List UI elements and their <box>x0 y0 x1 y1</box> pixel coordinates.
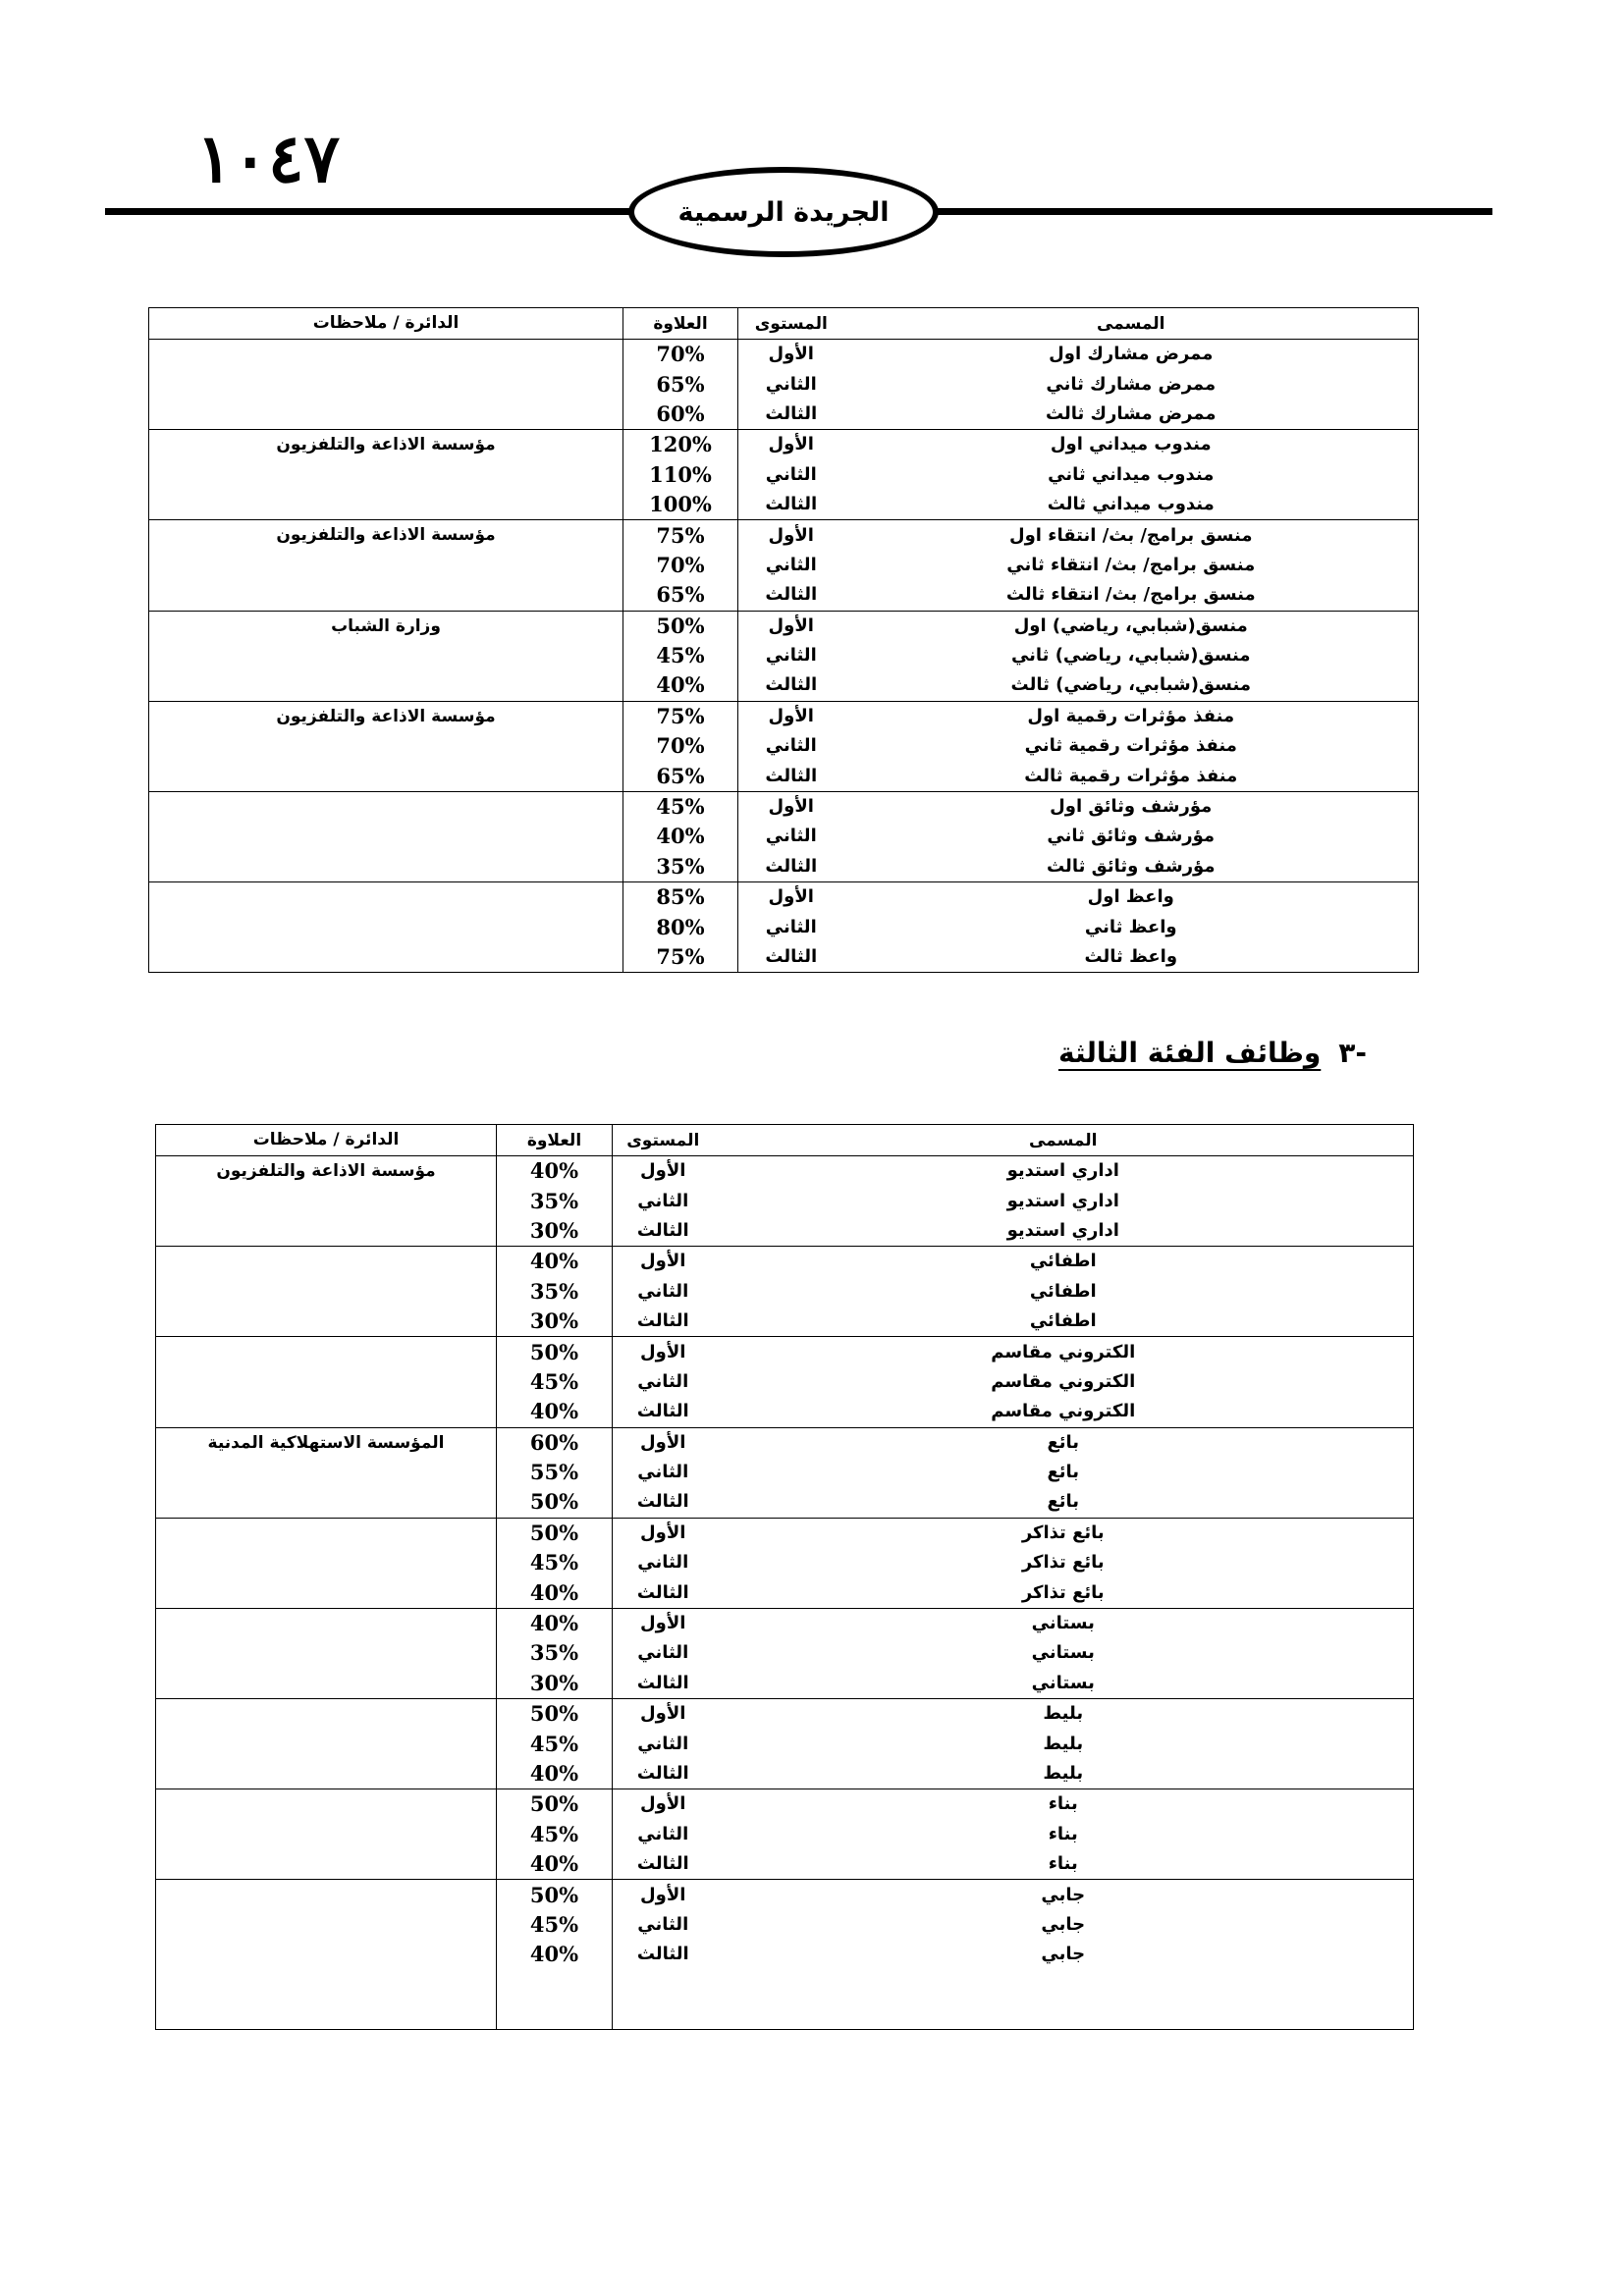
level-cell: الأول <box>738 611 844 641</box>
job-title-cell: واعظ ثاني <box>1084 916 1177 937</box>
job-title-cell: اداري استديو <box>1006 1190 1119 1211</box>
allowance-cell: 50% <box>497 1699 613 1730</box>
job-title-cell: بليط <box>1043 1763 1084 1784</box>
allowance-cell: 45% <box>497 1910 613 1940</box>
level-cell: الأول <box>613 1518 714 1548</box>
department-note-cell <box>156 1880 497 2029</box>
level-cell: الثالث <box>613 1940 714 1969</box>
job-title-cell: مؤرشف وثائق ثاني <box>1047 826 1216 847</box>
job-title-cell: جابي <box>1041 1913 1086 1935</box>
table-row <box>156 1789 1414 1820</box>
job-title-cell: بائع <box>1047 1491 1080 1513</box>
job-title-cell: بناء <box>714 1789 1414 1820</box>
allowance-cell: 40% <box>497 1849 613 1880</box>
allowance-cell: 85% <box>623 882 738 913</box>
allowance-cell: 110% <box>623 460 738 490</box>
allowance-cell: 40% <box>497 1156 613 1187</box>
gazette-title-oval <box>628 167 939 257</box>
level-cell: الثالث <box>738 400 844 430</box>
department-note-cell: مؤسسة الاذاعة والتلفزيون <box>149 701 623 791</box>
job-title-cell: اطفائي <box>1029 1310 1097 1332</box>
level-cell: الثاني <box>738 551 844 580</box>
job-title-cell: منسق(شبابي، رياضي) ثاني <box>1010 645 1251 667</box>
level-cell: الأول <box>738 430 844 460</box>
department-note-cell: المؤسسة الاستهلاكية المدنية <box>156 1427 497 1518</box>
allowance-cell: 40% <box>497 1247 613 1277</box>
jobs-table-2 <box>155 1124 1414 2030</box>
allowance-cell: 65% <box>623 761 738 791</box>
jobs-table-1 <box>148 307 1419 973</box>
allowance-cell: 60% <box>497 1427 613 1458</box>
allowance-cell: 30% <box>497 1216 613 1247</box>
allowance-cell: 50% <box>497 1487 613 1518</box>
header-title: المسمى <box>714 1125 1414 1156</box>
header-notes: الدائرة / ملاحظات <box>156 1125 497 1156</box>
allowance-cell: 35% <box>623 852 738 882</box>
job-title-cell: بناء <box>1048 1853 1078 1875</box>
level-cell: الثاني <box>738 731 844 761</box>
job-title-cell: ممرض مشارك اول <box>1049 344 1214 365</box>
job-title-cell: ممرض مشارك ثالث <box>1045 402 1217 424</box>
allowance-cell: 45% <box>497 1820 613 1849</box>
table-row <box>156 1608 1414 1638</box>
job-title-cell: بائع <box>1047 1462 1080 1483</box>
department-note-cell <box>156 1337 497 1427</box>
department-note-cell <box>156 1608 497 1698</box>
job-title-cell: بائع تذاكر <box>1021 1581 1105 1603</box>
blank-cell <box>613 1970 714 2030</box>
allowance-cell: 70% <box>623 340 738 370</box>
allowance-cell: 75% <box>623 520 738 551</box>
allowance-cell: 100% <box>623 490 738 520</box>
level-cell: الثاني <box>738 460 844 490</box>
level-cell: الثاني <box>613 1638 714 1668</box>
job-title-cell: اطفائي <box>714 1247 1414 1277</box>
department-note-cell <box>156 1699 497 1789</box>
table-row <box>149 520 1419 551</box>
job-title-cell: اداري استديو <box>1006 1160 1119 1182</box>
allowance-cell: 40% <box>497 1577 613 1608</box>
gazette-title: الجريدة الرسمية <box>677 196 890 228</box>
level-cell: الأول <box>613 1608 714 1638</box>
allowance-cell: 45% <box>623 641 738 670</box>
allowance-cell: 50% <box>497 1337 613 1367</box>
blank-cell <box>497 1970 613 2030</box>
allowance-cell: 50% <box>623 611 738 641</box>
allowance-cell: 40% <box>497 1608 613 1638</box>
table-row <box>156 1518 1414 1548</box>
job-title-cell: مندوب ميداني اول <box>844 430 1419 460</box>
allowance-cell: 45% <box>497 1367 613 1397</box>
level-cell: الثاني <box>613 1458 714 1487</box>
department-note-cell: مؤسسة الاذاعة والتلفزيون <box>156 1156 497 1247</box>
level-cell: الأول <box>738 340 844 370</box>
job-title-cell: اداري استديو <box>1006 1219 1119 1241</box>
table-row <box>149 701 1419 731</box>
allowance-cell: 30% <box>497 1669 613 1699</box>
job-title-cell: مؤرشف وثائق ثالث <box>1047 855 1216 877</box>
section-number: -٣ <box>1338 1037 1367 1069</box>
table-row <box>149 340 1419 370</box>
level-cell: الثالث <box>613 1759 714 1789</box>
level-cell: الثاني <box>738 822 844 851</box>
level-cell: الأول <box>738 701 844 731</box>
allowance-cell: 35% <box>497 1277 613 1307</box>
allowance-cell: 30% <box>497 1307 613 1337</box>
header-level: المستوى <box>738 308 844 340</box>
table-row <box>149 882 1419 913</box>
allowance-cell: 40% <box>623 670 738 701</box>
level-cell: الثالث <box>738 670 844 701</box>
allowance-cell: 35% <box>497 1638 613 1668</box>
allowance-cell: 40% <box>623 822 738 851</box>
table-row <box>156 1880 1414 1910</box>
level-cell: الأول <box>738 882 844 913</box>
level-cell: الثالث <box>738 852 844 882</box>
job-title-cell: بليط <box>1043 1733 1084 1754</box>
department-note-cell <box>149 791 623 881</box>
table-row <box>149 791 1419 822</box>
job-title-cell: مندوب ميداني ثالث <box>1047 494 1215 515</box>
job-title-cell: بائع تذاكر <box>714 1518 1414 1548</box>
department-note-cell: مؤسسة الاذاعة والتلفزيون <box>149 520 623 611</box>
level-cell: الثالث <box>738 580 844 611</box>
job-title-cell: بستاني <box>714 1608 1414 1638</box>
level-cell: الثاني <box>613 1910 714 1940</box>
table-row <box>156 1427 1414 1458</box>
allowance-cell: 120% <box>623 430 738 460</box>
allowance-cell: 70% <box>623 551 738 580</box>
allowance-cell: 65% <box>623 369 738 399</box>
allowance-cell: 40% <box>497 1940 613 1969</box>
department-note-cell <box>156 1247 497 1337</box>
table-row <box>156 1699 1414 1730</box>
level-cell: الثالث <box>613 1216 714 1247</box>
level-cell: الثاني <box>613 1367 714 1397</box>
department-note-cell: مؤسسة الاذاعة والتلفزيون <box>149 430 623 520</box>
allowance-cell: 35% <box>497 1186 613 1215</box>
department-note-cell <box>156 1518 497 1608</box>
level-cell: الأول <box>613 1880 714 1910</box>
section-title: وظائف الفئة الثالثة <box>1057 1037 1322 1069</box>
allowance-cell: 50% <box>497 1518 613 1548</box>
job-title-cell: جابي <box>1041 1944 1086 1965</box>
table-row <box>156 1156 1414 1187</box>
header-allowance: العلاوة <box>497 1125 613 1156</box>
job-title-cell: بائع تذاكر <box>1021 1552 1105 1574</box>
job-title-cell: واعظ ثالث <box>1084 946 1178 967</box>
level-cell: الأول <box>738 520 844 551</box>
job-title-cell: بستاني <box>1031 1672 1095 1693</box>
job-title-cell: منفذ مؤثرات رقمية ثاني <box>1024 735 1237 757</box>
level-cell: الثاني <box>613 1820 714 1849</box>
level-cell: الأول <box>738 791 844 822</box>
job-title-cell: منسق برامج/ بث/ انتقاء اول <box>844 520 1419 551</box>
department-note-cell <box>149 340 623 430</box>
job-title-cell: اطفائي <box>1029 1280 1097 1302</box>
allowance-cell: 75% <box>623 701 738 731</box>
job-title-cell: الكتروني مقاسم <box>991 1401 1136 1422</box>
level-cell: الثالث <box>613 1307 714 1337</box>
table-row <box>156 1247 1414 1277</box>
level-cell: الثالث <box>613 1669 714 1699</box>
table-row <box>149 611 1419 641</box>
level-cell: الأول <box>613 1156 714 1187</box>
job-title-cell: مؤرشف وثائق اول <box>844 791 1419 822</box>
job-title-cell: مندوب ميداني ثاني <box>1048 463 1215 485</box>
level-cell: الثاني <box>613 1186 714 1215</box>
level-cell: الثاني <box>738 641 844 670</box>
level-cell: الأول <box>613 1337 714 1367</box>
header-notes: الدائرة / ملاحظات <box>149 308 623 340</box>
level-cell: الثالث <box>613 1397 714 1427</box>
allowance-cell: 55% <box>497 1458 613 1487</box>
level-cell: الثالث <box>613 1577 714 1608</box>
allowance-cell: 70% <box>623 731 738 761</box>
allowance-cell: 65% <box>623 580 738 611</box>
job-title-cell: منسق برامج/ بث/ انتقاء ثاني <box>1006 554 1256 575</box>
table-row <box>149 430 1419 460</box>
allowance-cell: 40% <box>497 1759 613 1789</box>
job-title-cell: جابي <box>714 1880 1414 1910</box>
level-cell: الثالث <box>738 761 844 791</box>
level-cell: الثاني <box>613 1277 714 1307</box>
job-title-cell: منسق برامج/ بث/ انتقاء ثالث <box>1005 584 1256 606</box>
level-cell: الثاني <box>738 912 844 941</box>
job-title-cell: منفذ مؤثرات رقمية اول <box>844 701 1419 731</box>
level-cell: الثالث <box>738 490 844 520</box>
job-title-cell: بستاني <box>1031 1642 1095 1664</box>
header-title: المسمى <box>844 308 1419 340</box>
level-cell: الثالث <box>738 942 844 973</box>
level-cell: الأول <box>613 1247 714 1277</box>
header-allowance: العلاوة <box>623 308 738 340</box>
level-cell: الأول <box>613 1699 714 1730</box>
blank-cell <box>714 1970 1414 2030</box>
job-title-cell: الكتروني مقاسم <box>714 1337 1414 1367</box>
allowance-cell: 50% <box>497 1789 613 1820</box>
job-title-cell: منسق(شبابي، رياضي) اول <box>844 611 1419 641</box>
allowance-cell: 45% <box>497 1729 613 1758</box>
allowance-cell: 75% <box>623 942 738 973</box>
table-row <box>156 1337 1414 1367</box>
job-title-cell: منسق(شبابي، رياضي) ثالث <box>1010 674 1251 696</box>
job-title-cell: منفذ مؤثرات رقمية ثالث <box>1024 765 1238 786</box>
level-cell: الأول <box>613 1427 714 1458</box>
job-title-cell: الكتروني مقاسم <box>991 1370 1136 1392</box>
job-title-cell: واعظ اول <box>844 882 1419 913</box>
department-note-cell: وزارة الشباب <box>149 611 623 701</box>
level-cell: الثالث <box>613 1849 714 1880</box>
level-cell: الثاني <box>738 369 844 399</box>
department-note-cell <box>156 1789 497 1880</box>
level-cell: الثالث <box>613 1487 714 1518</box>
header-level: المستوى <box>613 1125 714 1156</box>
allowance-cell: 80% <box>623 912 738 941</box>
allowance-cell: 40% <box>497 1397 613 1427</box>
allowance-cell: 60% <box>623 400 738 430</box>
allowance-cell: 50% <box>497 1880 613 1910</box>
department-note-cell <box>149 882 623 973</box>
job-title-cell: بليط <box>714 1699 1414 1730</box>
level-cell: الثاني <box>613 1548 714 1577</box>
allowance-cell: 45% <box>623 791 738 822</box>
page-number: ١٠٤٧ <box>196 120 341 198</box>
job-title-cell: بناء <box>1048 1823 1078 1844</box>
level-cell: الأول <box>613 1789 714 1820</box>
allowance-cell: 45% <box>497 1548 613 1577</box>
section-heading-third-category <box>1058 1037 1367 1069</box>
job-title-cell: بائع <box>714 1427 1414 1458</box>
job-title-cell: ممرض مشارك ثاني <box>1046 373 1217 395</box>
level-cell: الثاني <box>613 1729 714 1758</box>
